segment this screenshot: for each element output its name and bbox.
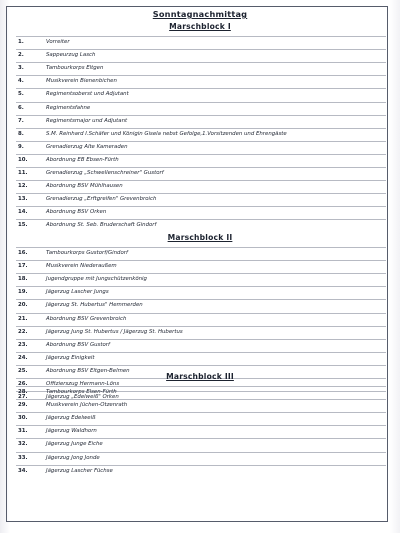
- item-text: Grenadierzug „Schwellenschreiner" Gustorf: [46, 170, 164, 176]
- item-number: 12.: [18, 183, 28, 190]
- item-number: 28.: [18, 389, 28, 395]
- item-number: 11.: [18, 170, 28, 176]
- item-number: 7.: [18, 117, 24, 124]
- list-item: [16, 141, 386, 153]
- item-text: Abordnung BSV Gustorf: [46, 341, 110, 348]
- item-text: Jägerzug Jong Jonde: [46, 454, 100, 461]
- section-heading: Marschblock II: [167, 233, 233, 242]
- list-item: [16, 339, 386, 351]
- list-item: [16, 36, 386, 48]
- list-item: [16, 102, 386, 114]
- list-item: [16, 260, 386, 272]
- section-heading: Marschblock III: [166, 372, 234, 381]
- item-text: Jägerzug Junge Eiche: [46, 441, 103, 448]
- item-text: Tambourkorps Gustorf/Gindorf: [46, 250, 128, 256]
- list-item: [16, 352, 386, 364]
- list-item: [16, 465, 386, 477]
- item-text: Jägerzug Lascher Jungs: [46, 289, 109, 296]
- list-item: [16, 128, 386, 140]
- item-number: 22.: [18, 328, 28, 335]
- item-number: 2.: [18, 52, 24, 59]
- item-text: Regimentsfahne: [46, 104, 91, 111]
- list-item: [16, 154, 386, 166]
- item-number: 34.: [18, 467, 28, 474]
- item-number: 33.: [18, 454, 28, 461]
- item-text: Jägerzug Jung St. Hubertus / Jägerzug St. Hubertus: [46, 328, 183, 335]
- list-item: [16, 386, 386, 398]
- list-item: [16, 326, 386, 338]
- item-number: 13.: [18, 196, 28, 203]
- list-item: [16, 75, 386, 87]
- item-text: S.M. Reinhard I.Schäfer und Königin Gisela nebst Gefolge,1.Vorsitzenden und Ehrengäste: [46, 130, 287, 137]
- list-item: [16, 206, 386, 218]
- item-number: 29.: [18, 402, 28, 409]
- item-number: 1.: [18, 39, 24, 45]
- item-number: 26.: [18, 381, 28, 387]
- list-item: [16, 286, 386, 298]
- item-text: Musikverein Niederaußem: [46, 263, 117, 270]
- list-item: [16, 273, 386, 285]
- list-item: [16, 399, 386, 411]
- list-item: [16, 438, 386, 450]
- item-text: Grenadierzug „Erftgreifen" Grevenbroich: [46, 196, 157, 203]
- list-item: [16, 193, 386, 205]
- item-number: 31.: [18, 428, 28, 435]
- list-item: [16, 115, 386, 127]
- item-number: 4.: [18, 78, 24, 85]
- item-text: Abordnung EB Ebsen-Fürth: [46, 156, 119, 163]
- item-text: Jägerzug Lascher Füchse: [46, 467, 113, 474]
- item-text: Jägerzug Einigkeit: [46, 354, 95, 361]
- item-text: Jägerzug „Edelweiß" Orken: [46, 394, 119, 401]
- item-number: 19.: [18, 289, 28, 296]
- list-item: [16, 167, 386, 179]
- item-number: 16.: [18, 250, 28, 256]
- item-number: 3.: [18, 65, 24, 72]
- item-text: Abordnung BSV Eltgen-Belmen: [46, 367, 130, 374]
- list-item: [16, 299, 386, 311]
- item-number: 9.: [18, 143, 24, 150]
- item-text: Sappeurzug Lasch: [46, 52, 96, 59]
- item-number: 17.: [18, 263, 28, 270]
- section-heading: Marschblock I: [169, 22, 231, 31]
- item-text: Jugendgruppe mit Jungschützenkönig: [46, 276, 147, 283]
- item-text: Tambourkorps Elsen-Fürth: [46, 389, 117, 395]
- item-number: 30.: [18, 415, 28, 422]
- item-number: 15.: [18, 222, 28, 229]
- list-item: [16, 313, 386, 325]
- item-text: Regimentsoberst und Adjutant: [46, 91, 129, 98]
- item-text: Abordnung BSV Orken: [46, 209, 107, 216]
- list-item: [16, 62, 386, 74]
- item-number: 32.: [18, 441, 28, 448]
- item-number: 25.: [18, 367, 28, 374]
- item-number: 20.: [18, 302, 28, 309]
- item-number: 21.: [18, 315, 28, 322]
- item-text: Abordnung BSV Grevenbroich: [46, 315, 127, 322]
- item-number: 14.: [18, 209, 28, 216]
- list-item: [16, 425, 386, 437]
- item-number: 24.: [18, 354, 28, 361]
- list-item: [16, 49, 386, 61]
- item-number: 18.: [18, 276, 28, 283]
- item-number: 10.: [18, 156, 28, 163]
- item-text: Abordnung BSV Mühlhausen: [46, 183, 123, 190]
- item-number: 5.: [18, 91, 24, 98]
- item-text: Jägerzug Edelweiß: [46, 415, 96, 422]
- list-item: [16, 88, 386, 100]
- item-text: Jägerzug St. Hubertus" Hemmerden: [46, 302, 143, 309]
- list-item: [16, 180, 386, 192]
- item-number: 27.: [18, 394, 28, 401]
- item-number: 8.: [18, 130, 24, 137]
- item-text: Musikverein Bienenbichen: [46, 78, 117, 85]
- page-title: Sonntagnachmittag: [152, 9, 248, 19]
- list-item: [16, 219, 386, 231]
- item-text: Musikverein Jüchen-Otzenrath: [46, 402, 128, 409]
- item-text: Grenadierzug Alte Kameraden: [46, 143, 128, 150]
- list-item: [16, 247, 386, 259]
- item-text: Offizierszug Hermann-Löns: [46, 381, 120, 387]
- item-text: Abordnung St. Seb. Bruderschaft Gindorf: [46, 222, 157, 229]
- list-item: [16, 452, 386, 464]
- item-text: Jägerzug Waldhorn: [46, 428, 97, 435]
- item-number: 6.: [18, 104, 24, 111]
- list-item: [16, 412, 386, 424]
- item-text: Vorreiter: [46, 39, 70, 45]
- item-text: Regimentsmajor und Adjutant: [46, 117, 128, 124]
- item-number: 23.: [18, 341, 28, 348]
- item-text: Tambourkorps Eltgen: [46, 65, 104, 72]
